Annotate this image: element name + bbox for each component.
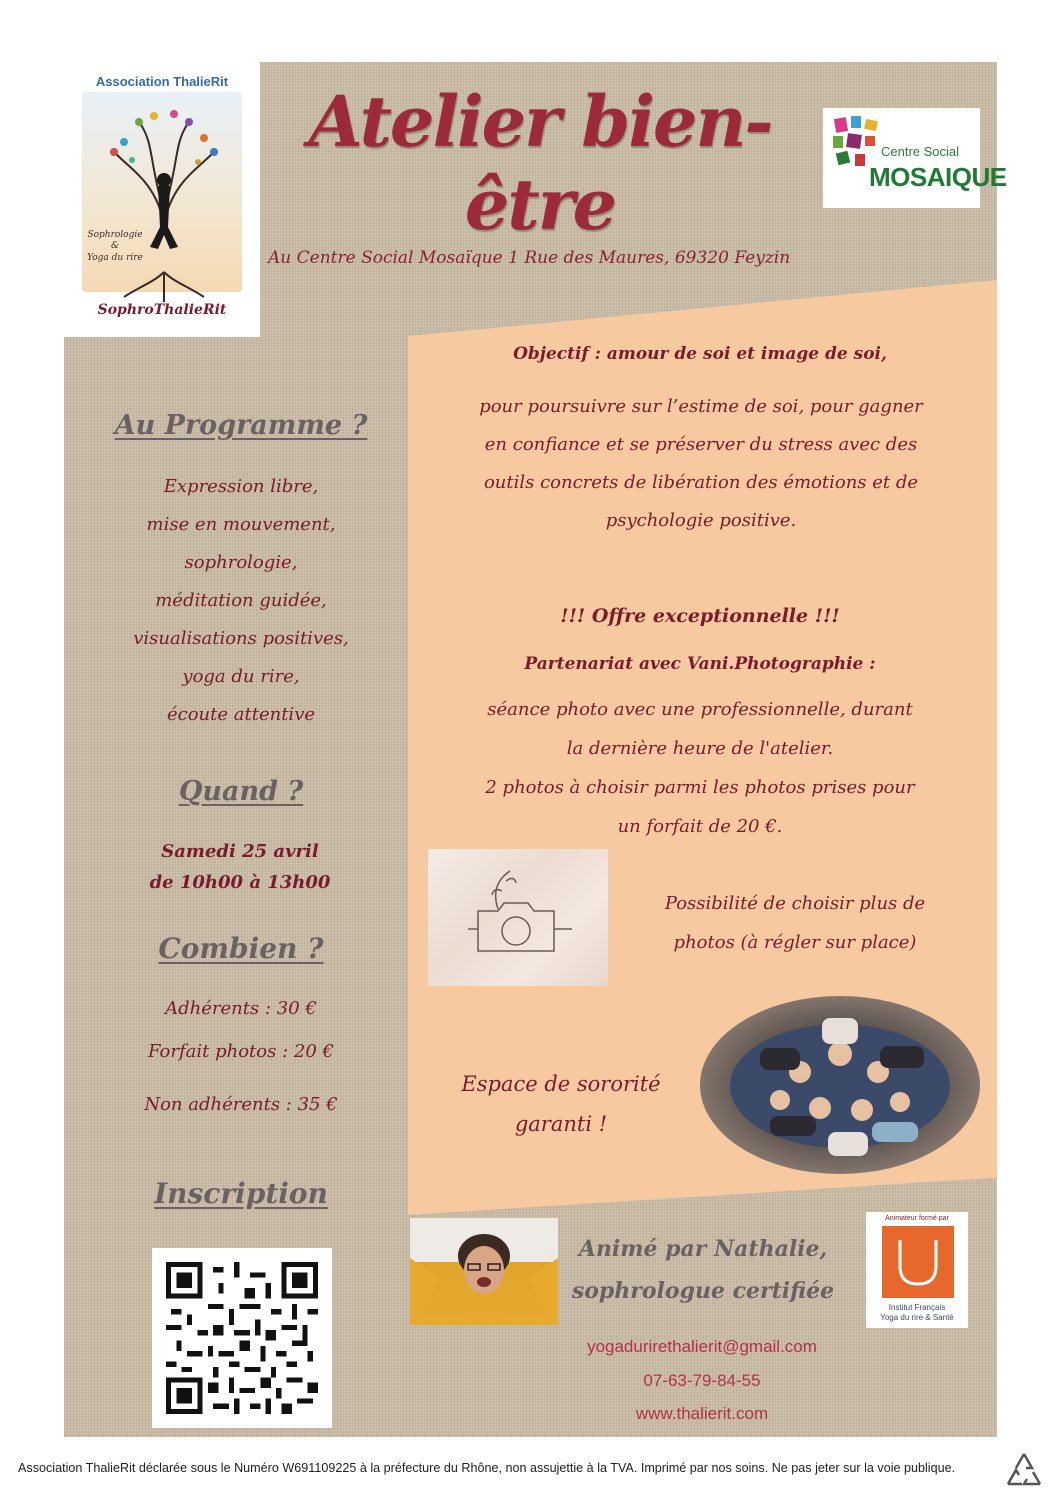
- objective-line: pour poursuivre sur l’estime de soi, pour gagner: [479, 396, 923, 417]
- registration-heading: Inscription: [154, 1177, 328, 1210]
- page-title: Atelier bien-être: [308, 80, 772, 246]
- price-photos: Forfait photos : 20 €: [148, 1041, 334, 1062]
- when-details: [100, 836, 380, 898]
- more-photos-note: [620, 884, 970, 962]
- offer-line: 2 photos à choisir parmi les photos prises pour: [485, 777, 915, 798]
- ifyr-line-2: Yoga du rire & Santé: [880, 1313, 954, 1322]
- ifyr-square: [882, 1226, 954, 1298]
- objective-body: [418, 388, 984, 540]
- group-photo-illustration: [700, 996, 980, 1174]
- logo-tagline-1: Sophrologie: [87, 230, 143, 240]
- tree-yoga-icon: [94, 102, 234, 302]
- vani-photographie-logo: [428, 849, 608, 986]
- contact-email[interactable]: yogadurirethalierit@gmail.com: [587, 1337, 817, 1356]
- objective-line: outils concrets de libération des émotions et de: [483, 472, 919, 493]
- program-item: Expression libre,: [163, 476, 319, 497]
- group-photo: [700, 996, 980, 1174]
- sorority-note: [430, 1064, 692, 1144]
- host-portrait: [410, 1218, 558, 1325]
- program-heading: Au Programme ?: [114, 410, 368, 441]
- logo-tagline-2: &: [110, 241, 119, 252]
- logo-brand: SophroThalieRit: [97, 302, 227, 318]
- offer-title: !!! Offre exceptionnelle !!!: [560, 605, 840, 627]
- ifyr-top: Animateur formé par: [885, 1215, 949, 1222]
- footer-legal-notice: Association ThalieRit déclarée sous le Numéro W691109225 à la préfecture du Rhône, non assujettie à la TVA. Imprimé par nos soins. Ne pas jeter sur la voie publique.: [18, 1461, 956, 1475]
- mosaique-line-2: MOSAIQUE: [869, 162, 1007, 192]
- host-credits: [562, 1228, 844, 1312]
- objective-line: psychologie positive.: [605, 510, 797, 531]
- thalierit-logo: [64, 62, 260, 337]
- address: Au Centre Social Mosaïque 1 Rue des Maures, 69320 Feyzin: [268, 248, 791, 268]
- mosaique-line-1: Centre Social: [881, 144, 960, 159]
- ifyr-logo: [866, 1212, 968, 1328]
- program-item: écoute attentive: [166, 704, 316, 725]
- program-item: visualisations positives,: [133, 628, 349, 649]
- program-item: yoga du rire,: [182, 666, 300, 687]
- price-heading: Combien ?: [158, 932, 324, 965]
- ifyr-line-1: Institut Français: [888, 1303, 946, 1312]
- sorority-line-2: garanti !: [514, 1112, 608, 1136]
- program-item: méditation guidée,: [155, 590, 327, 611]
- host-photo-illustration: [410, 1218, 558, 1325]
- more-photos-line-2: photos (à régler sur place): [673, 932, 917, 953]
- qr-code-icon: [166, 1262, 318, 1414]
- program-item: sophrologie,: [184, 552, 298, 573]
- program-list: [86, 468, 396, 734]
- logo-tagline-3: Yoga du rire: [87, 252, 143, 263]
- offer-body: [424, 690, 976, 846]
- contact-website[interactable]: www.thalierit.com: [635, 1404, 769, 1423]
- program-item: mise en mouvement,: [146, 514, 336, 535]
- when-date: Samedi 25 avril: [161, 841, 319, 862]
- logo-tagline: [80, 230, 150, 264]
- price-non-members: Non adhérents : 35 €: [144, 1094, 338, 1115]
- mosaique-logo: [823, 108, 1007, 208]
- camera-icon: [458, 861, 578, 971]
- objective-line: en confiance et se préserver du stress avec des: [484, 434, 918, 455]
- sorority-line-1: Espace de sororité: [461, 1072, 661, 1096]
- objective-title: Objectif : amour de soi et image de soi,: [513, 344, 887, 364]
- more-photos-line-1: Possibilité de choisir plus de: [664, 893, 926, 914]
- contact-phone[interactable]: 07-63-79-84-55: [643, 1371, 761, 1390]
- ifyr-smile-icon: [882, 1226, 954, 1298]
- offer-line: un forfait de 20 €.: [617, 816, 783, 837]
- host-line-2: sophrologue certifiée: [571, 1278, 835, 1304]
- registration-qr-code[interactable]: [152, 1248, 332, 1428]
- when-heading: Quand ?: [178, 776, 304, 807]
- offer-partner: Partenariat avec Vani.Photographie :: [524, 654, 876, 674]
- when-time: de 10h00 à 13h00: [149, 872, 331, 893]
- price-members: Adhérents : 30 €: [165, 998, 317, 1019]
- offer-line: séance photo avec une professionnelle, durant: [487, 699, 913, 720]
- logo-association-name: Association ThalieRit: [95, 74, 229, 89]
- host-line-1: Animé par Nathalie,: [578, 1236, 828, 1262]
- offer-line: la dernière heure de l'atelier.: [566, 738, 834, 759]
- recycle-icon: [1000, 1448, 1048, 1496]
